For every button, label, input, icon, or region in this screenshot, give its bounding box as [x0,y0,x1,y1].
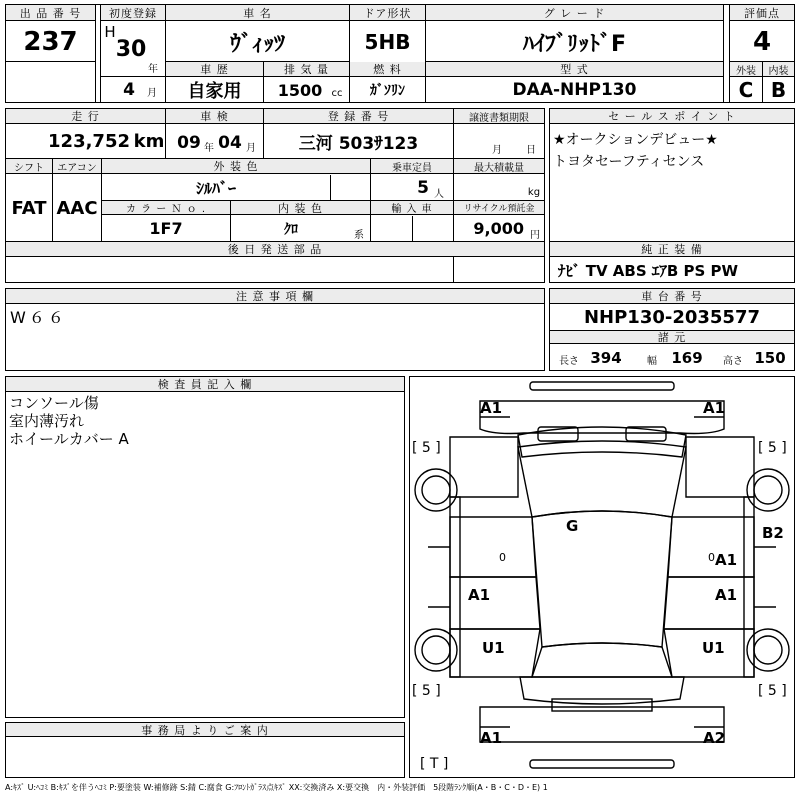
interior-value: B [770,78,787,102]
inspector-line-2: 室内薄汚れ [9,412,85,430]
recycle-value: 9,000 [473,219,524,238]
caution-value: W６６ [10,308,67,327]
mark-right-b: B2 [762,524,784,542]
model-value: DAA-NHP130 [512,80,637,100]
mileage-value: 123,752 [48,131,130,152]
equipment-label: 純 正 装 備 [550,242,794,257]
right-sill [744,497,754,677]
width-label: 幅 [647,355,657,367]
history-value: 自家用 [187,81,242,102]
mileage-label: 走 行 [6,109,165,124]
ac-label: エアコン [53,159,101,174]
max-load-label: 最大積載量 [454,159,544,174]
color-no-value: 1F7 [149,219,183,238]
fuel-label: 燃 料 [350,62,425,77]
displacement-unit: cc [331,87,343,99]
length-label: 長さ [559,355,579,367]
capacity-unit: 人 [434,188,444,199]
inspector-line-1: コンソール傷 [9,394,99,412]
exterior-value: C [738,78,754,102]
mark-door-fl: A1 [468,586,491,604]
mark-bottom-left: A1 [480,729,503,747]
grade-label: グ レ ー ド [426,5,723,21]
mark-front-right: A1 [703,399,726,417]
model-label: 型 式 [426,62,723,77]
insp-month-unit: 月 [246,142,256,153]
first-reg-label: 初度登録 [101,5,165,21]
mark-bottom-right: A2 [703,729,726,747]
right-front-fender [686,437,754,497]
sales-point-2: トヨタセーフティセンス [553,154,705,170]
recycle-unit: 円 [530,229,540,240]
roof [532,511,672,647]
ext-color-value: ｼﾙﾊﾞｰ [195,179,236,198]
era-letter: H [104,23,116,41]
inspector-label: 検 査 員 記 入 欄 [6,377,404,392]
mark-door-rr: A1 [715,586,738,604]
mark-front-left: A1 [480,399,503,417]
grade-value: ﾊｲﾌﾞﾘｯﾄﾞF [522,31,627,57]
sales-point-1: ★オークションデビュー★ [553,132,718,148]
mark-tire-fl: [ 5 ] [412,440,441,456]
mark-zero-left: 0 [499,551,506,564]
length-value: 394 [590,349,622,367]
ext-color-label: 外 装 色 [102,159,370,174]
chassis-value: NHP130-2035577 [583,306,761,328]
equipment-value: ﾅﾋﾞ TV ABS ｴｱB PS PW [558,261,739,280]
height-label: 高さ [723,355,743,367]
fuel-value: ｶﾞｿﾘﾝ [370,83,405,99]
mileage-unit: km [134,131,164,152]
width-value: 169 [671,349,703,367]
score-value: 4 [752,27,772,57]
max-load-unit: kg [527,186,541,198]
insp-year: 09 [177,133,201,153]
month-unit: 月 [147,87,157,98]
office-label: 事 務 局 よ り ご 案 内 [6,723,404,737]
insp-year-unit: 年 [204,142,214,153]
left-sill [450,497,460,677]
int-color-value: ｸﾛ [284,221,298,238]
rear-bumper [480,707,724,742]
car-name-label: 車 名 [166,5,349,21]
car-diagram [410,377,794,777]
exterior-label: 外装 [730,62,762,77]
reg-no-label: 登 録 番 号 [264,109,453,124]
front-bumper [480,401,724,434]
mark-door-fr: A1 [715,551,738,569]
displacement-label: 排 気 量 [264,62,349,77]
left-front-door [450,517,536,577]
reg-month: 4 [123,80,135,100]
rear-window [532,643,672,677]
door-value: 5HB [364,30,411,54]
capacity-label: 乗車定員 [371,159,453,174]
transfer-label: 譲渡書類期限 [454,109,544,124]
mark-glass: G [566,517,579,535]
insp-month: 04 [218,133,242,153]
mark-tire-rr: [ 5 ] [758,683,787,699]
int-color-label: 内 装 色 [231,201,370,215]
legend: A:ｷｽﾞ U:ﾍｺﾐ B:ｷｽﾞを伴うﾍｺﾐ P:要塗装 W:補修跡 S:錆 C:腐食 G:ﾌﾛﾝﾄｶﾞﾗｽ点ｷｽﾞ XX:交換済み X:要交換 内・外装評価 5段階ﾗﾝｸ順(A・B・C・D・E) 1 [5,783,548,792]
wheel-fl [415,469,457,511]
interior-label: 内装 [763,62,794,77]
inspection-label: 車 検 [166,109,263,124]
right-rear-door [664,577,754,629]
year-unit: 年 [148,63,158,74]
score-label: 評価点 [730,5,794,21]
boot-lid [520,677,684,704]
car-name: ｳﾞｨｯﾂ [229,31,285,57]
left-rear-door [450,577,540,629]
hood [518,427,686,457]
transfer-month: 月 [492,144,502,155]
shift-value: FAT [11,197,47,219]
reg-year: 30 [115,36,147,62]
wheel-rl [415,629,457,671]
displacement-value: 1500 [277,80,323,100]
mark-rear-left: U1 [482,639,505,657]
door-label: ドア形状 [350,5,425,21]
specs-label: 諸 元 [550,330,794,344]
lot-number: 237 [23,27,78,57]
height-value: 150 [754,349,786,367]
lot-label: 出 品 番 号 [6,5,95,21]
history-label: 車 歴 [166,62,263,77]
roof-rail-bottom [530,760,674,768]
inspector-line-3: ホイールカバー A [9,430,129,448]
mark-tire-fr: [ 5 ] [758,440,787,456]
mark-rear-right: U1 [702,639,725,657]
right-front-door [668,517,754,577]
mark-tire-rl: [ 5 ] [412,683,441,699]
ac-value: AAC [56,197,98,219]
mark-spare: [ T ] [420,756,449,772]
sales-label: セ ー ル ス ポ イ ン ト [550,109,794,124]
reg-no-value: 三河 503ｻ123 [298,134,419,154]
left-front-fender [450,437,518,497]
transfer-day: 日 [526,144,536,155]
shift-label: シフト [6,159,52,174]
import-label: 輸 入 車 [371,201,453,215]
int-color-unit: 系 [354,229,364,240]
mark-zero-right: 0 [708,551,715,564]
chassis-label: 車 台 番 号 [550,289,794,304]
later-parts-label: 後 日 発 送 部 品 [6,242,544,257]
roof-rail-top [530,382,674,390]
color-no-label: カ ラ ー Ｎ ｏ . [102,201,230,215]
capacity-value: 5 [417,177,429,198]
recycle-label: リサイクル預託金 [454,201,544,215]
caution-label: 注 意 事 項 欄 [6,289,544,304]
